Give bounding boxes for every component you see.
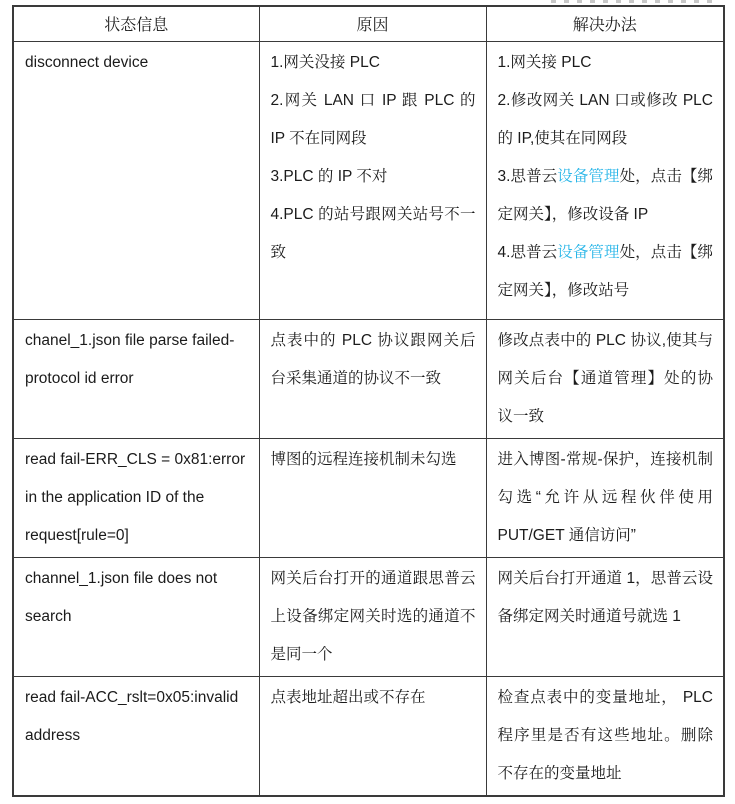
table-header bbox=[13, 6, 724, 41]
cell-paragraph bbox=[271, 44, 476, 82]
text-segment: 博图的远程连接机制未勾选 bbox=[270, 450, 457, 468]
text-segment: channel_1.json file does not search bbox=[25, 569, 218, 625]
cell-paragraph bbox=[25, 322, 249, 398]
table-row bbox=[13, 41, 724, 319]
text-segment: 网关后台打开通道 1，思普云设备绑定网关时通道号就选 1 bbox=[497, 569, 713, 625]
cell-paragraph bbox=[271, 441, 476, 479]
cell-paragraph bbox=[498, 234, 714, 310]
device-management-link[interactable]: 设备管理 bbox=[557, 167, 620, 185]
text-segment: read fail-ACC_rslt=0x05:invalid address bbox=[25, 688, 239, 744]
cell-paragraph bbox=[25, 679, 249, 755]
cell-paragraph bbox=[271, 322, 476, 398]
cell-paragraph bbox=[498, 82, 714, 158]
col-header-cause: 原因 bbox=[259, 6, 486, 41]
text-segment: 点表地址超出或不存在 bbox=[270, 688, 426, 706]
cell-paragraph bbox=[271, 679, 476, 717]
status-cell bbox=[13, 41, 259, 319]
text-segment: 检查点表中的变量地址， PLC 程序里是否有这些地址。删除不存在的变量地址 bbox=[497, 688, 713, 782]
text-segment: 1.网关接 PLC bbox=[497, 53, 592, 71]
table-row bbox=[13, 319, 724, 438]
solution-cell bbox=[486, 438, 724, 557]
solution-cell bbox=[486, 676, 724, 796]
text-segment: read fail-ERR_CLS = 0x81:error in the application ID of the request[rule=0] bbox=[25, 450, 246, 544]
cell-paragraph bbox=[271, 560, 476, 674]
device-management-link[interactable]: 设备管理 bbox=[557, 243, 620, 261]
text-segment: 点表中的 PLC 协议跟网关后台采集通道的协议不一致 bbox=[270, 331, 476, 387]
table-row bbox=[13, 438, 724, 557]
status-cell bbox=[13, 676, 259, 796]
text-segment: 修改点表中的 PLC 协议,使其与网关后台【通道管理】处的协议一致 bbox=[497, 331, 713, 425]
cause-cell bbox=[259, 676, 486, 796]
table-header-row bbox=[13, 6, 724, 41]
text-segment: 4.PLC 的站号跟网关站号不一致 bbox=[270, 205, 476, 261]
text-segment: 处，点击【绑定网关】，修改站号 bbox=[497, 243, 713, 299]
cause-cell bbox=[259, 41, 486, 319]
table-row bbox=[13, 676, 724, 796]
cell-paragraph bbox=[271, 82, 476, 158]
troubleshooting-table bbox=[12, 5, 725, 797]
cell-paragraph bbox=[25, 441, 249, 555]
text-segment: chanel_1.json file parse failed-protocol id error bbox=[25, 331, 235, 387]
status-cell bbox=[13, 438, 259, 557]
cropped-text-remnant bbox=[551, 0, 719, 3]
status-cell bbox=[13, 557, 259, 676]
cause-cell bbox=[259, 438, 486, 557]
col-header-solution: 解决办法 bbox=[486, 6, 724, 41]
cell-paragraph bbox=[498, 441, 714, 555]
text-segment: 2.网关 LAN 口 IP 跟 PLC 的 IP 不在同网段 bbox=[270, 91, 476, 147]
text-segment: 处，点击【绑定网关】，修改设备 IP bbox=[497, 167, 713, 223]
cell-paragraph bbox=[498, 44, 714, 82]
cell-paragraph bbox=[271, 196, 476, 272]
table-row bbox=[13, 557, 724, 676]
cell-paragraph bbox=[25, 44, 249, 82]
text-segment: 进入博图-常规-保护，连接机制勾选“允许从远程伙伴使用 PUT/GET 通信访问” bbox=[497, 450, 713, 544]
cell-paragraph bbox=[498, 322, 714, 436]
solution-cell bbox=[486, 557, 724, 676]
solution-cell bbox=[486, 41, 724, 319]
cell-paragraph bbox=[25, 560, 249, 636]
status-cell bbox=[13, 319, 259, 438]
solution-cell bbox=[486, 319, 724, 438]
text-segment: 3.PLC 的 IP 不对 bbox=[270, 167, 388, 185]
text-segment: 1.网关没接 PLC bbox=[270, 53, 380, 71]
col-header-status: 状态信息 bbox=[13, 6, 259, 41]
cell-paragraph bbox=[498, 679, 714, 793]
cell-paragraph bbox=[498, 560, 714, 636]
text-segment: 2.修改网关 LAN 口或修改 PLC 的 IP,使其在同网段 bbox=[497, 91, 713, 147]
text-segment: disconnect device bbox=[25, 53, 149, 71]
text-segment: 4.思普云 bbox=[497, 243, 558, 261]
cause-cell bbox=[259, 319, 486, 438]
cell-paragraph bbox=[498, 158, 714, 234]
cause-cell bbox=[259, 557, 486, 676]
text-segment: 3.思普云 bbox=[497, 167, 558, 185]
text-segment: 网关后台打开的通道跟思普云上设备绑定网关时选的通道不是同一个 bbox=[270, 569, 476, 663]
table-body bbox=[13, 41, 724, 796]
cell-paragraph bbox=[271, 158, 476, 196]
